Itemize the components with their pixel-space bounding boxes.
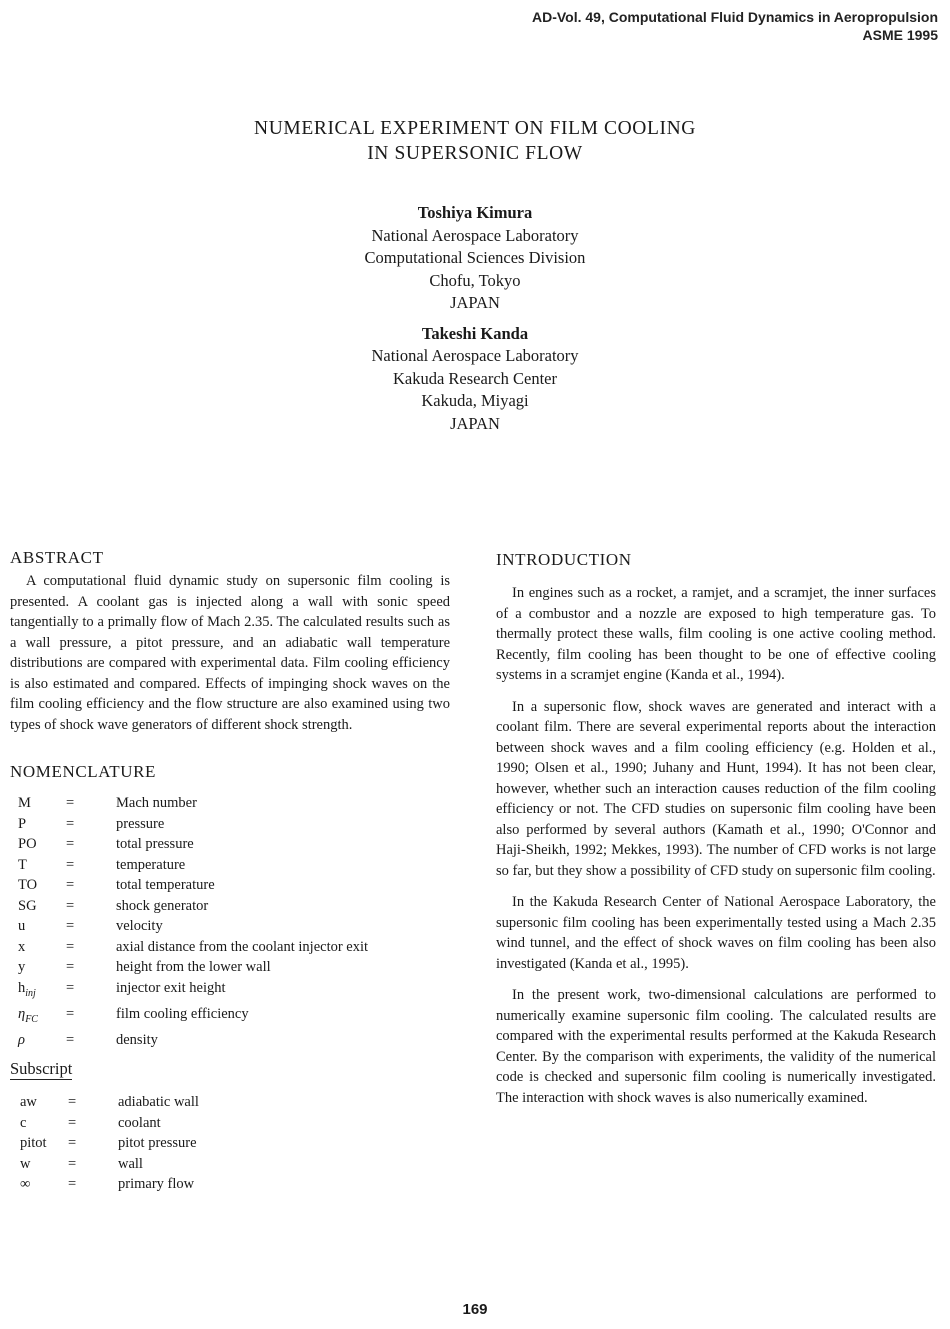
equals-sign: = [66,1005,75,1022]
nomenclature-symbol: T [18,856,27,873]
equals-sign: = [68,1155,77,1172]
nomenclature-heading: NOMENCLATURE [10,762,157,781]
nomenclature-symbol: ρ [18,1032,25,1049]
equals-sign: = [66,938,75,955]
nomenclature-symbol: PO [18,836,37,852]
nomenclature-row [10,875,368,896]
affiliation-line: Chofu, Tokyo [429,270,521,290]
affiliation-line: Kakuda, Miyagi [421,391,529,410]
nomenclature-symbol: u [18,918,26,934]
nomenclature-description: temperature [116,856,186,873]
equals-sign: = [68,1114,77,1131]
subscript-description: pitot pressure [118,1135,197,1152]
introduction-paragraph: In the Kakuda Research Center of National Aerospace Laboratory, the supersonic film cooling has been experimentally tested using a Mach 2.35 wind tunnel, and the effect of shock waves on film cooling has been also investigated (Kanda et al., 1995). [496,894,936,972]
equals-sign: = [68,1094,77,1111]
equals-sign: = [66,877,75,893]
subscript-description: coolant [118,1114,161,1131]
symbol-subscript: inj [25,987,36,999]
equals-sign: = [66,836,75,852]
affiliation-line: JAPAN [450,413,500,433]
equals-sign: = [68,1135,77,1152]
running-header [532,8,938,44]
subscript-row [10,1113,199,1134]
nomenclature-description: density [116,1032,158,1049]
nomenclature-description: velocity [116,918,163,934]
subscript-symbol: ∞ [20,1176,31,1193]
equals-sign: = [66,897,75,914]
subscript-symbol: pitot [20,1135,47,1152]
page-number: 169 [462,1301,488,1318]
header-line-2: ASME 1995 [862,27,938,43]
symbol-subscript: FC [25,1013,38,1025]
nomenclature-row [10,896,368,917]
equals-sign: = [66,856,75,873]
subscript-description: primary flow [118,1176,195,1193]
nomenclature-symbol: P [18,815,27,832]
affiliation-line: Kakuda Research Center [392,368,557,388]
symbol-base: h [18,979,26,996]
header-line-1: AD-Vol. 49, Computational Fluid Dynamics in Aeropropulsion [531,9,938,25]
nomenclature-description: shock generator [116,897,209,914]
nomenclature-row [10,814,368,835]
equals-sign: = [66,918,75,934]
nomenclature-row [10,937,368,958]
subscript-table [10,1092,199,1195]
subscript-symbol: aw [20,1094,37,1111]
nomenclature-description: height from the lower wall [116,959,271,975]
nomenclature-table [10,793,368,1051]
subscript-row [10,1154,199,1175]
subscript-description: adiabatic wall [118,1094,199,1111]
nomenclature-symbol: y [18,959,26,975]
nomenclature-description: total temperature [116,877,215,893]
subscript-heading: Subscript [10,1058,73,1078]
nomenclature-row [10,916,368,937]
nomenclature-symbol [10,978,66,1004]
nomenclature-row [10,793,368,814]
nomenclature-symbol [10,1004,66,1030]
equals-sign: = [66,795,75,811]
abstract-text: A computational fluid dynamic study on supersonic film cooling is presented. A coolant gas is injected along a wall with sonic speed tangentially to a primally flow of Mach 2.35. The calculated results such as a wall pressure, a pitot pressure, and an adiabatic wall temperature distributions are compared with experimental data. Film cooling efficiency is also estimated and compared. Effects of impinging shock waves on the film cooling efficiency and the flow structure are also examined using two types of shock wave generators of different shock strength. [10,573,450,733]
subscript-description: wall [118,1155,143,1172]
symbol-base: η [18,1005,26,1022]
subscript-row [10,1174,199,1195]
paper-title [0,116,950,166]
nomenclature-description: total pressure [116,836,194,852]
author-name: Toshiya Kimura [417,203,533,222]
introduction-paragraph: In a supersonic flow, shock waves are generated and interact with a coolant film. There are several experimental reports about the interaction between shock waves and a film cooling efficiency (e.g. Holden et al., 1990; Olsen et al., 1990; Juhany and Hunt, 1994). It has not been clear, however, whether such an interaction causes reduction of the film cooling efficiency or not. The CFD studies on supersonic film cooling have been also performed by several authors (Kamath et al., 1990; O'Connor and Haji-Sheikh, 1992; Mekkes, 1993). The number of CFD works is not large so far, but they show a possibility of CFD study on supersonic film cooling. [496,698,936,879]
equals-sign: = [68,1176,77,1193]
nomenclature-description: film cooling efficiency [116,1005,249,1022]
subscript-row [10,1133,199,1154]
author-block [0,202,950,315]
introduction-heading: INTRODUCTION [496,550,632,569]
introduction-paragraph: In the present work, two-dimensional calculations are performed to numerically examine supersonic film cooling. The calculated results are compared with the experimental results performed at the Kakuda Research Center. By the comparison with experiments, the validity of the numerical code is checked and supersonic film cooling is numerically investigated. The interaction with shock waves is also numerically examined. [496,987,936,1106]
author-name: Takeshi Kanda [421,323,529,343]
nomenclature-row [10,834,368,855]
nomenclature-description: Mach number [116,795,197,811]
affiliation-line: JAPAN [450,293,500,312]
nomenclature-description: pressure [116,815,165,832]
affiliation-line: Computational Sciences Division [364,248,586,267]
nomenclature-row [10,957,368,978]
equals-sign: = [66,979,75,996]
affiliation-line: National Aerospace Laboratory [371,346,579,365]
nomenclature-symbol: TO [18,877,38,893]
equals-sign: = [66,815,75,832]
affiliation-line: National Aerospace Laboratory [371,225,579,245]
left-column [10,547,450,1195]
subscript-symbol: w [20,1155,31,1172]
right-column [496,549,936,1119]
author-block [0,323,950,436]
abstract-heading: ABSTRACT [10,548,104,567]
nomenclature-row [10,978,368,1004]
nomenclature-row [10,1030,368,1051]
nomenclature-description: axial distance from the coolant injector exit [116,938,369,955]
equals-sign: = [66,1032,75,1049]
equals-sign: = [66,959,75,975]
nomenclature-description: injector exit height [116,979,226,996]
nomenclature-row [10,1004,368,1030]
nomenclature-symbol: SG [18,897,37,914]
author-list [0,202,950,443]
nomenclature-symbol: x [18,938,26,955]
title-line-2: IN SUPERSONIC FLOW [367,143,583,164]
subscript-row [10,1092,199,1113]
introduction-paragraph: In engines such as a rocket, a ramjet, and a scramjet, the inner surfaces of a combustor and a nozzle are exposed to high temperature gas. To thermally protect these walls, film cooling is one active cooling method. Recently, film cooling has been thought to be one of effective cooling systems in a scramjet engine (Kanda et al., 1994). [496,585,936,683]
title-line-1: NUMERICAL EXPERIMENT ON FILM COOLING [254,118,696,139]
nomenclature-symbol: M [18,795,31,811]
subscript-symbol: c [20,1114,27,1131]
nomenclature-row [10,855,368,876]
